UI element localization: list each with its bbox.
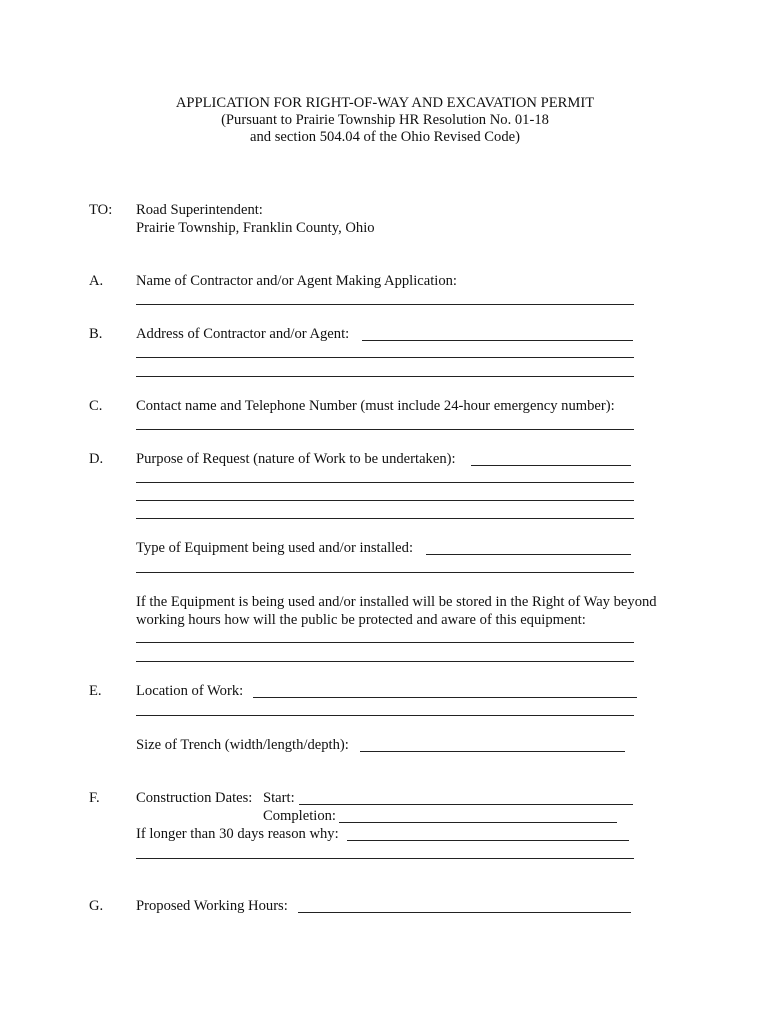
section-a-letter: A. <box>89 273 104 289</box>
section-g-label: Proposed Working Hours: <box>136 898 288 914</box>
contractor-address-field-3[interactable] <box>136 376 634 377</box>
section-f-letter: F. <box>89 790 100 806</box>
purpose-field-1[interactable] <box>471 465 631 466</box>
section-d-letter: D. <box>89 451 104 467</box>
form-subtitle-line-1: (Pursuant to Prairie Township HR Resolution No. 01-18 <box>221 112 549 128</box>
equipment-type-label: Type of Equipment being used and/or installed: <box>136 540 414 556</box>
to-recipient-title: Road Superintendent: <box>136 202 263 218</box>
work-location-field-1[interactable] <box>253 697 637 698</box>
section-e-label: Location of Work: <box>136 683 244 699</box>
section-c-label: Contact name and Telephone Number (must include 24-hour emergency number): <box>136 398 615 414</box>
equipment-type-field-1[interactable] <box>426 554 631 555</box>
extension-reason-field-1[interactable] <box>347 840 629 841</box>
work-location-field-2[interactable] <box>136 715 634 716</box>
to-recipient-address: Prairie Township, Franklin County, Ohio <box>136 220 375 236</box>
extension-reason-field-2[interactable] <box>136 858 634 859</box>
contractor-name-field[interactable] <box>136 304 634 305</box>
extension-reason-label: If longer than 30 days reason why: <box>136 826 339 842</box>
purpose-field-2[interactable] <box>136 482 634 483</box>
start-date-field[interactable] <box>299 804 633 805</box>
trench-size-label: Size of Trench (width/length/depth): <box>136 737 349 753</box>
section-b-letter: B. <box>89 326 103 342</box>
equipment-storage-question-1: If the Equipment is being used and/or installed will be stored in the Right of Way beyond <box>136 594 657 610</box>
equipment-type-field-2[interactable] <box>136 572 634 573</box>
section-g-letter: G. <box>89 898 104 914</box>
contact-phone-field[interactable] <box>136 429 634 430</box>
section-a-label: Name of Contractor and/or Agent Making Application: <box>136 273 457 289</box>
to-label: TO: <box>89 202 113 218</box>
section-e-letter: E. <box>89 683 102 699</box>
equipment-storage-question-2: working hours how will the public be protected and aware of this equipment: <box>136 612 586 628</box>
form-title: APPLICATION FOR RIGHT-OF-WAY AND EXCAVATION PERMIT <box>175 95 595 111</box>
completion-date-label: Completion: <box>263 808 336 824</box>
completion-date-field[interactable] <box>339 822 617 823</box>
section-f-label: Construction Dates: <box>136 790 253 806</box>
contractor-address-field-2[interactable] <box>136 357 634 358</box>
purpose-field-4[interactable] <box>136 518 634 519</box>
section-d-label: Purpose of Request (nature of Work to be undertaken): <box>136 451 456 467</box>
form-subtitle-line-2: and section 504.04 of the Ohio Revised Code) <box>250 129 520 145</box>
purpose-field-3[interactable] <box>136 500 634 501</box>
section-b-label: Address of Contractor and/or Agent: <box>136 326 350 342</box>
equipment-storage-field-2[interactable] <box>136 661 634 662</box>
trench-size-field[interactable] <box>360 751 625 752</box>
contractor-address-field-1[interactable] <box>362 340 633 341</box>
start-date-label: Start: <box>263 790 295 806</box>
working-hours-field[interactable] <box>298 912 631 913</box>
section-c-letter: C. <box>89 398 103 414</box>
equipment-storage-field-1[interactable] <box>136 642 634 643</box>
